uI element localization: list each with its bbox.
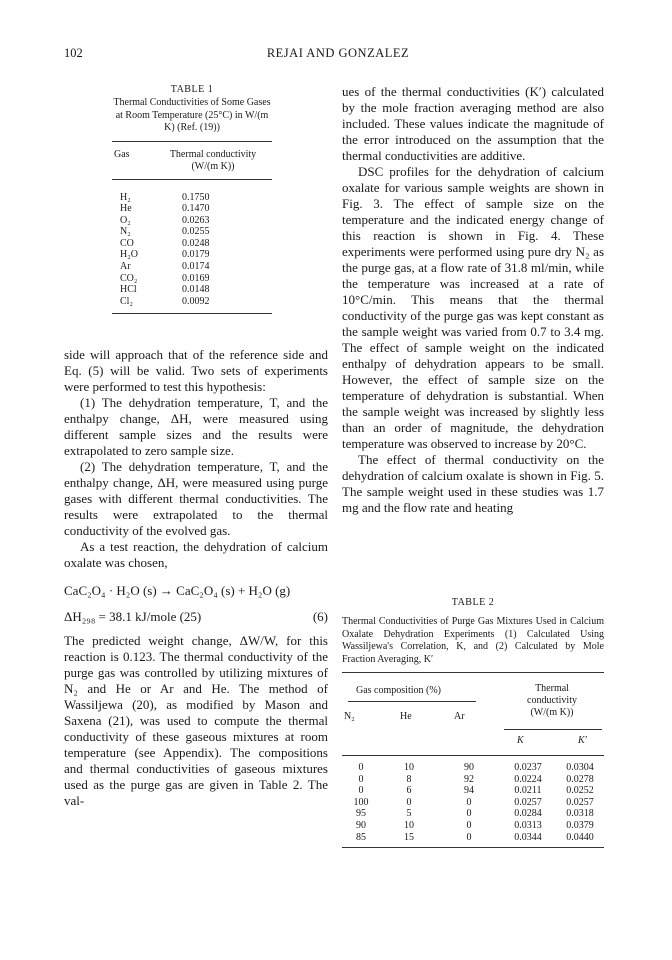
table-2-cell-n2: 0	[358, 773, 364, 785]
table-1	[112, 84, 272, 314]
table-2-cell-k: 0.0237	[514, 762, 542, 773]
left-paragraph-5: The predicted weight change, ΔW/W, for this reaction is 0.123. The thermal conductivity of the purge gas was controlled by utilizing mixtures of N₂ and He or Ar and He. The method of Wassiljewa (20), as modified by Mason and Saxena (21), was used to compute the thermal conductivity of these gaseous mixtures at room temperature (see Appendix). The compositions and thermal conductivities of gaseous mixtures used as the purge gas are given in Table 2. The val-	[64, 633, 328, 808]
table-1-value-cell: 0.0179	[182, 249, 210, 261]
equation-1	[64, 583, 328, 599]
table-2-cell-he: 10	[404, 819, 414, 831]
table-2-group-header: Gas composition (%)	[356, 685, 441, 696]
table-1-gas-cell: Ar	[120, 261, 131, 273]
left-column	[64, 347, 328, 809]
table-1-top-rule	[112, 141, 272, 142]
table-1-row	[112, 226, 272, 238]
table-2-cell-kp: 0.0252	[566, 785, 594, 797]
table-2-cell-k: 0.0284	[514, 808, 542, 820]
table-2-cell-n2: 100	[353, 796, 369, 808]
table-1-value-cell: 0.0263	[182, 214, 210, 226]
table-2-cell-he: 5	[406, 808, 412, 820]
table-2-cell-ar: 0	[466, 819, 472, 831]
table-2-tc-header-line1: Thermal	[535, 683, 569, 694]
table-2-col-k: K	[517, 735, 524, 746]
table-1-value-cell: 0.0169	[182, 272, 210, 284]
table-2-cell-he: 8	[406, 773, 412, 785]
page-header	[64, 46, 612, 62]
table-1-col-tc	[154, 149, 272, 173]
table-1-gas-cell: O₂	[120, 214, 131, 226]
table-2	[342, 597, 604, 848]
table-1-row	[112, 273, 272, 285]
table-2-cell-n2: 85	[356, 831, 366, 843]
table-2-cell-he: 0	[406, 796, 412, 808]
left-paragraph-3: (2) The dehydration temperature, T, and the enthalpy change, ΔH, were measured using purge gases with different thermal conductivities. The results were extrapolated to the thermal conductivity of the evolved gas.	[64, 459, 328, 538]
table-2-cell-kp: 0.0440	[566, 831, 594, 843]
table-1-row	[112, 296, 272, 308]
table-2-k-rule	[504, 729, 602, 730]
equation-2-text: ΔH₂₉₈ = 38.1 kJ/mole (25)	[64, 609, 202, 624]
right-paragraph-2: DSC profiles for the dehydration of calcium oxalate for various sample weights are shown in Fig. 3. The effect of sample size on the temperature and the indicated energy change of this reaction is shown in Fig. 4. These experiments were performed using pure dry N₂ as the purge gas, at a flow rate of 31.8 ml/min, while the temperature was increased at a rate of 10°C/min. This means that the thermal conductivity of the purge gas was kept constant as the sample weight was varied from 0.7 to 3.4 mg. The effect of sample weight on the indicated enthalpy of dehydration appears to be small. However, the effect of sample size on the temperature of dehydration is substantial. When the sample weight was increased by slightly less than an order of magnitude, the dehydration temperature was observed to increase by 20°C.	[342, 164, 604, 451]
right-paragraph-1: ues of the thermal conductivities (K′) calculated by the mole fraction averaging method are also included. These values indicate the magnitude of the error introduced on the assumption that the thermal conductivities are additive.	[342, 84, 604, 163]
table-1-value-cell: 0.1470	[182, 203, 210, 215]
right-column	[342, 84, 604, 516]
table-2-cell-kp: 0.0278	[566, 773, 594, 785]
table-2-cell-n2: 95	[356, 808, 366, 820]
table-2-cell-k: 0.0257	[514, 796, 542, 808]
table-1-value-cell: 0.0174	[182, 261, 210, 273]
table-1-value-cell: 0.1750	[182, 191, 210, 203]
table-1-body	[112, 184, 272, 314]
table-2-cell-ar: 94	[464, 785, 474, 797]
table-1-title: TABLE 1	[170, 84, 214, 95]
table-1-row	[112, 284, 272, 296]
table-2-top-rule	[342, 672, 604, 673]
table-2-body	[342, 756, 604, 847]
table-1-header	[112, 145, 272, 173]
table-2-cell-he: 15	[404, 831, 414, 843]
table-2-group-rule	[348, 701, 476, 702]
table-2-title: TABLE 2	[451, 597, 495, 608]
table-1-row	[112, 203, 272, 215]
table-2-cell-he: 6	[406, 785, 412, 797]
right-paragraph-3: The effect of thermal conductivity on the dehydration of calcium oxalate is shown in Fig. 5. The sample weight used in these studies was 1.7 mg and the flow rate and heating	[342, 452, 604, 515]
table-2-cell-n2: 0	[358, 762, 364, 773]
table-2-bottom-rule	[342, 847, 604, 848]
table-2-col-kprime: K′	[578, 735, 587, 746]
table-2-tc-header-line2: conductivity	[527, 695, 577, 706]
left-paragraph-2: (1) The dehydration temperature, T, and the enthalpy change, ΔH, were measured using different sample sizes and the results were extrapolated to zero sample size.	[64, 395, 328, 458]
table-2-cell-kp: 0.0379	[566, 819, 594, 831]
table-1-gas-cell: H₂O	[120, 249, 138, 261]
table-1-header-rule	[112, 179, 272, 180]
page-number: 102	[64, 46, 83, 60]
table-1-col-tc-label: Thermal conductivity	[169, 148, 257, 160]
table-2-caption: Thermal Conductivities of Purge Gas Mixtures Used in Calcium Oxalate Dehydration Experiments (1) Calculated Using Wassiljewa's Correlation, K, and (2) Calculated by Mole Fraction Averaging, K′	[342, 616, 604, 665]
table-2-row	[342, 832, 604, 844]
equation-2	[64, 609, 328, 625]
table-2-cell-ar: 92	[464, 773, 474, 785]
left-paragraph-4: As a test reaction, the dehydration of calcium oxalate was chosen,	[64, 539, 328, 570]
table-2-cell-ar: 0	[466, 808, 472, 820]
table-2-cell-k: 0.0313	[514, 819, 542, 831]
table-1-gas-cell: CO₂	[120, 272, 138, 284]
table-1-gas-cell: CO	[120, 237, 134, 249]
table-1-row	[112, 192, 272, 204]
table-2-row	[342, 762, 604, 774]
table-2-col-n2: N₂	[344, 711, 355, 722]
table-1-gas-cell: H₂	[120, 191, 131, 203]
table-2-row	[342, 774, 604, 786]
table-1-gas-cell: N₂	[120, 226, 131, 238]
table-1-bottom-rule	[112, 313, 272, 314]
table-1-gas-cell: Cl₂	[120, 295, 133, 307]
table-1-col-tc-unit: (W/(m K))	[191, 160, 235, 172]
table-2-cell-n2: 90	[356, 819, 366, 831]
table-2-cell-kp: 0.0304	[566, 762, 594, 773]
table-1-row	[112, 261, 272, 273]
equation-1-text: CaC₂O₄ · H₂O (s) → CaC₂O₄ (s) + H₂O (g)	[64, 583, 291, 598]
table-2-row	[342, 820, 604, 832]
table-2-cell-kp: 0.0257	[566, 796, 594, 808]
table-2-cell-k: 0.0344	[514, 831, 542, 843]
table-1-value-cell: 0.0248	[182, 237, 210, 249]
table-1-row	[112, 215, 272, 227]
table-1-row	[112, 249, 272, 261]
table-2-col-ar: Ar	[454, 711, 465, 722]
table-2-cell-n2: 0	[358, 785, 364, 797]
table-2-cell-ar: 0	[466, 796, 472, 808]
table-2-header	[342, 679, 604, 755]
table-2-row	[342, 785, 604, 797]
running-title: REJAI AND GONZALEZ	[266, 46, 410, 60]
table-2-cell-k: 0.0211	[514, 785, 542, 797]
table-2-cell-kp: 0.0318	[566, 808, 594, 820]
table-2-row	[342, 797, 604, 809]
table-1-col-gas: Gas	[114, 148, 130, 160]
table-1-gas-cell: HCl	[120, 284, 137, 296]
table-2-col-he: He	[400, 711, 412, 722]
table-1-value-cell: 0.0092	[182, 295, 210, 307]
table-2-tc-header-unit: (W/(m K))	[530, 707, 574, 718]
table-1-row	[112, 238, 272, 250]
left-paragraph-1: side will approach that of the reference side and Eq. (5) will be valid. Two sets of experiments were performed to test this hypothesis:	[64, 347, 328, 394]
equation-2-number: (6)	[312, 609, 328, 624]
table-2-cell-k: 0.0224	[514, 773, 542, 785]
table-2-cell-ar: 90	[464, 762, 474, 773]
table-2-cell-he: 10	[404, 762, 414, 773]
table-2-row	[342, 808, 604, 820]
table-1-value-cell: 0.0148	[182, 284, 210, 296]
table-1-gas-cell: He	[120, 203, 132, 215]
table-2-cell-ar: 0	[466, 831, 472, 843]
table-2-tc-header	[502, 683, 602, 719]
table-1-caption: Thermal Conductivities of Some Gases at Room Temperature (25°C) in W/(m K) (Ref. (19))	[113, 97, 271, 133]
table-1-value-cell: 0.0255	[182, 226, 210, 238]
